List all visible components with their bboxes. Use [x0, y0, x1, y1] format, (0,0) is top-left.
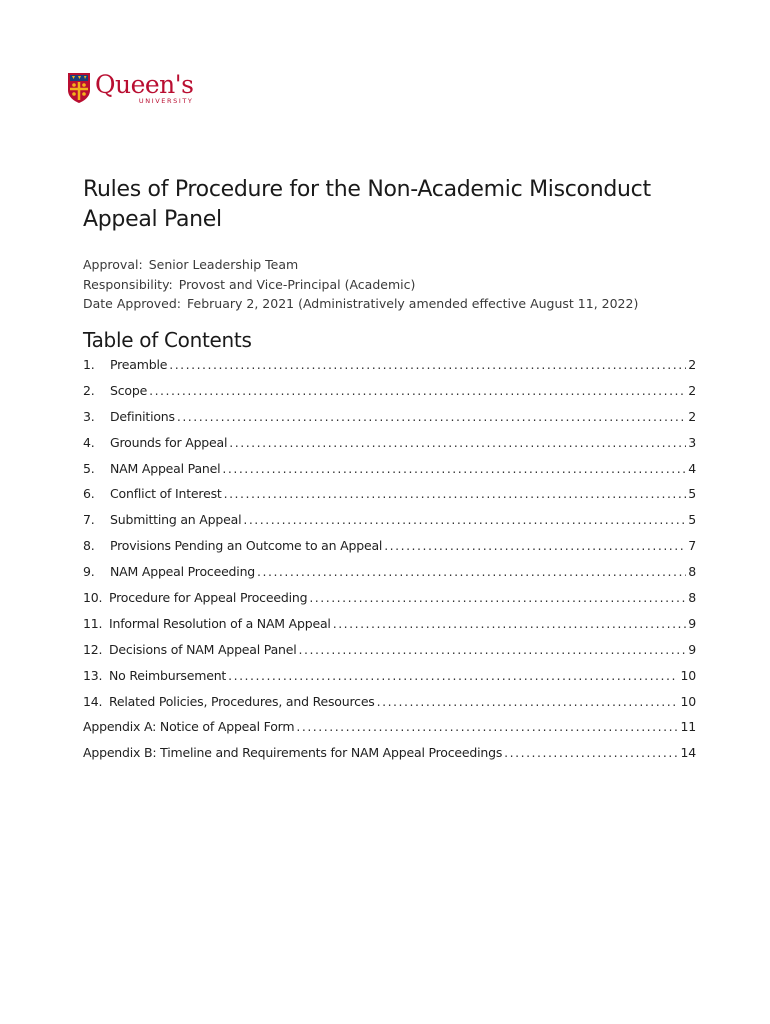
toc-entry-number: 11.: [83, 615, 103, 631]
toc-entry[interactable]: [83, 357, 696, 383]
toc-entry-number: 8.: [83, 538, 95, 554]
toc-entry-title[interactable]: Scope: [110, 382, 148, 398]
toc-entry[interactable]: [83, 694, 696, 720]
toc-entry-title[interactable]: NAM Appeal Proceeding: [110, 564, 256, 580]
toc-entry-page: 9: [688, 615, 696, 631]
toc-entry-number: 14.: [83, 693, 103, 709]
toc-entry[interactable]: [83, 668, 696, 694]
toc-entry-number: 1.: [83, 357, 95, 372]
toc-dot-leader: [384, 538, 686, 553]
toc-entry-title[interactable]: Definitions: [110, 408, 175, 424]
toc-dot-leader: [177, 409, 686, 424]
toc-entry-title[interactable]: Submitting an Appeal: [110, 512, 242, 528]
toc-entry-title[interactable]: Provisions Pending an Outcome to an Appeal: [110, 538, 383, 554]
document-title: Rules of Procedure for the Non-Academic Misconduct Appeal Panel: [83, 177, 651, 232]
toc-dot-leader: [504, 745, 678, 760]
toc-entry[interactable]: [83, 616, 696, 642]
logo-name: Queen's: [95, 69, 194, 99]
toc-entry[interactable]: [83, 383, 696, 409]
toc-entry[interactable]: [83, 745, 696, 771]
toc-entry-number: 6.: [83, 486, 95, 502]
toc-entry[interactable]: [83, 461, 696, 487]
toc-entry-title[interactable]: No Reimbursement: [109, 667, 227, 683]
toc-entry[interactable]: [83, 409, 696, 435]
toc-entry-number: 12.: [83, 641, 103, 657]
toc-entry-page: 2: [688, 357, 696, 372]
toc-entry-page: 2: [688, 382, 696, 398]
toc-entry-number: 2.: [83, 382, 95, 398]
toc-entry[interactable]: [83, 564, 696, 590]
toc-entry-title[interactable]: Related Policies, Procedures, and Resources: [109, 693, 375, 709]
toc-dot-leader: [377, 694, 679, 709]
meta-key: Responsibility:: [83, 276, 173, 292]
toc-entry-page: 8: [688, 564, 696, 580]
toc-entry[interactable]: [83, 719, 696, 745]
toc-entry-title[interactable]: Conflict of Interest: [110, 486, 222, 502]
toc-entry[interactable]: [83, 512, 696, 538]
toc-dot-leader: [243, 512, 686, 527]
toc-dot-leader: [228, 668, 678, 683]
toc-entry-number: 7.: [83, 512, 95, 528]
toc-entry-page: 10: [680, 693, 696, 709]
meta-value: February 2, 2021 (Administratively amended effective August 11, 2022): [187, 296, 639, 311]
toc-dot-leader: [333, 616, 687, 631]
toc-entry[interactable]: [83, 486, 696, 512]
toc-entry-title[interactable]: Appendix A: Notice of Appeal Form: [83, 719, 295, 735]
toc-entry-number: 10.: [83, 590, 103, 606]
logo-subtitle: UNIVERSITY: [138, 96, 194, 105]
toc-entry-title[interactable]: Appendix B: Timeline and Requirements for NAM Appeal Proceedings: [83, 745, 503, 761]
toc-entry[interactable]: [83, 435, 696, 461]
responsibility-line: [83, 275, 638, 295]
table-of-contents: [83, 357, 696, 771]
meta-value: Provost and Vice-Principal (Academic): [178, 276, 416, 292]
toc-entry-page: 2: [688, 408, 696, 424]
toc-dot-leader: [169, 357, 686, 372]
toc-entry-title[interactable]: Grounds for Appeal: [110, 434, 228, 450]
toc-dot-leader: [299, 642, 687, 657]
toc-entry-number: 9.: [83, 564, 95, 580]
toc-entry-title[interactable]: Preamble: [110, 357, 168, 372]
toc-entry-page: 5: [688, 486, 696, 502]
approval-line: [83, 255, 638, 275]
toc-entry-title[interactable]: Decisions of NAM Appeal Panel: [109, 641, 297, 657]
date-approved-line: [83, 294, 638, 314]
toc-entry-title[interactable]: NAM Appeal Panel: [110, 460, 221, 476]
toc-entry-page: 14: [680, 745, 696, 761]
toc-entry-title[interactable]: Procedure for Appeal Proceeding: [109, 590, 308, 606]
toc-entry-number: 3.: [83, 408, 95, 424]
toc-dot-leader: [309, 590, 686, 605]
logo-wordmark: [95, 69, 194, 105]
toc-entry-number: 13.: [83, 667, 103, 683]
toc-dot-leader: [296, 719, 678, 734]
meta-value: Senior Leadership Team: [148, 257, 299, 272]
toc-entry-page: 10: [680, 667, 696, 683]
toc-entry-number: 4.: [83, 434, 95, 450]
toc-entry[interactable]: [83, 538, 696, 564]
toc-entry-page: 11: [680, 719, 696, 735]
document-metadata: [83, 255, 638, 314]
toc-entry-page: 8: [688, 590, 696, 606]
toc-entry-page: 3: [688, 434, 696, 450]
toc-entry[interactable]: [83, 590, 696, 616]
toc-heading: Table of Contents: [83, 328, 252, 352]
toc-dot-leader: [222, 461, 686, 476]
toc-entry-page: 5: [688, 512, 696, 528]
toc-entry[interactable]: [83, 642, 696, 668]
toc-entry-title[interactable]: Informal Resolution of a NAM Appeal: [109, 615, 331, 631]
toc-entry-page: 9: [688, 641, 696, 657]
toc-entry-page: 7: [688, 538, 696, 554]
toc-dot-leader: [149, 383, 686, 398]
toc-dot-leader: [257, 564, 686, 579]
crest-icon: [67, 72, 91, 104]
queens-university-logo: [67, 70, 194, 106]
meta-key: Approval:: [83, 257, 143, 272]
meta-key: Date Approved:: [83, 296, 182, 311]
toc-dot-leader: [229, 435, 686, 450]
toc-dot-leader: [224, 486, 687, 501]
toc-entry-number: 5.: [83, 460, 95, 476]
toc-entry-page: 4: [688, 460, 696, 476]
